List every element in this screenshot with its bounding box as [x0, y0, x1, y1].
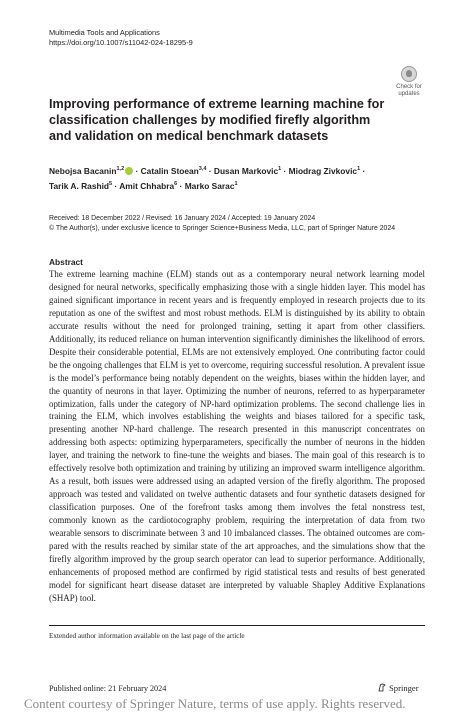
journal-name: Multimedia Tools and Applications	[49, 28, 160, 37]
author-separator: ·	[281, 165, 289, 176]
courtesy-watermark: Content courtesy of Springer Nature, terms of use apply. Rights reserved.	[24, 696, 406, 711]
affiliation-sup: 3,4	[198, 166, 207, 172]
history-dates: Received: 18 December 2022 / Revised: 16 January 2024 / Accepted: 19 January 2024	[49, 215, 316, 222]
author-separator: ·	[133, 165, 141, 176]
publisher-logo[interactable]	[378, 683, 419, 693]
article-title: Improving performance of extreme learning machine for classification challenges by modified firefly algorithm and validation on medical benchmark datasets	[49, 97, 385, 143]
author-line-1	[49, 163, 429, 178]
author-separator: ·	[360, 165, 366, 176]
author-name[interactable]: Nebojsa Bacanin	[49, 165, 117, 176]
abstract-text: The extreme learning machine (ELM) stands out as a contemporary neural network learning model designed for neural networks, specifically emphasizing those with a single hidden layer. This model has gained significant importance in recent years and is frequently employed in research projects due to its reputation as one of the swiftest and most robust methods. ELM is distinguished by its ability to obtain accurate results without the need for prolonged training, setting it apart from other classifiers. Additionally, its reduced reliance on human intervention significantly diminishes the likelihood of errors. Despite their considerable potential, ELMs are not extensively employed. One contributing factor could be the ongoing challenges that ELM is yet to overcome, requiring successful resolution. A prevalent issue is the model’s performance being notably dependent on the weights, biases within the hidden layer, and the quantity of neurons in that layer. Optimizing the number of neurons, referred to as hyperparameter optimization, falls under the category of NP-hard optimization problems. The second challenge lies in training the ELM, which involves establishing the weights and biases tailored for a specific task, presenting another NP-hard challenge. The research presented in this manuscript concentrates on addressing both aspects: optimizing hyperparameters, specifically the number of neurons in the hidden layer, and training the network to fine-tune the weights and biases. The main goal of this research is to effectively resolve both optimization and training by utilizing an improved swarm intelligence algorithm. As a result, both issues were addressed using an adapted version of the firefly algorithm. The proposed approach was tested and validated on twelve authentic datasets and four synthetic datasets designed for classification purposes. One of the forefront tasks among them involves the fetal nonstress test, commonly known as the cardiotocography problem, requiring the interpretation of data from two wearable sensors to discriminate between 3 and 10 imbalanced classes. The obtained outcomes are compared with the results reached by similar state of the art approaches, and the simulations show that the firefly algorithm improved by the group search operator can lead to superior performance. Additionally, enhancements of proposed method are confirmed by rigid statistical tests and results of best generated model for significant heart disease dataset are interpreted by valuable Shapley Additive Explanations (SHAP) tool.	[49, 269, 425, 603]
author-separator: ·	[177, 180, 185, 191]
author-name[interactable]: Miodrag Zivkovic	[288, 165, 358, 176]
author-separator: ·	[206, 165, 214, 176]
affiliation-sup: 5	[109, 180, 113, 187]
doi-link[interactable]: https://doi.org/10.1007/s11042-024-18295-9	[49, 38, 193, 47]
published-date: Published online: 21 February 2024	[49, 684, 167, 693]
badge-label: Check for updates	[396, 84, 422, 97]
author-separator: ·	[112, 180, 120, 191]
journal-header	[49, 28, 193, 48]
author-name[interactable]: Dusan Markovic	[213, 165, 279, 176]
copyright-line: © The Author(s), under exclusive licence to Springer Science+Business Media, LLC, part of Springer Nature 2024	[49, 225, 396, 232]
abstract-heading: Abstract	[49, 257, 83, 267]
author-info-footnote: Extended author information available on the last page of the article	[49, 632, 245, 640]
affiliation-sup: 1	[357, 166, 361, 172]
author-name[interactable]: Amit Chhabra	[119, 180, 175, 191]
author-name[interactable]: Marko Sarac	[184, 180, 235, 191]
author-list	[49, 163, 429, 193]
footnote-divider	[49, 625, 425, 626]
publication-history	[49, 214, 439, 234]
author-line-2	[49, 178, 429, 193]
affiliation-sup: 1	[278, 166, 282, 172]
check-for-updates-badge[interactable]	[394, 66, 424, 100]
affiliation-sup: 1	[234, 180, 238, 187]
bookmark-icon	[401, 66, 417, 82]
springer-horse-icon	[378, 683, 386, 692]
author-name[interactable]: Catalin Stoean	[140, 165, 199, 176]
author-name[interactable]: Tarik A. Rashid	[49, 180, 110, 191]
orcid-icon[interactable]	[125, 167, 133, 175]
affiliation-sup: 1,2	[116, 166, 125, 172]
affiliation-sup: 6	[174, 180, 178, 187]
publisher-name: Springer	[389, 683, 419, 693]
